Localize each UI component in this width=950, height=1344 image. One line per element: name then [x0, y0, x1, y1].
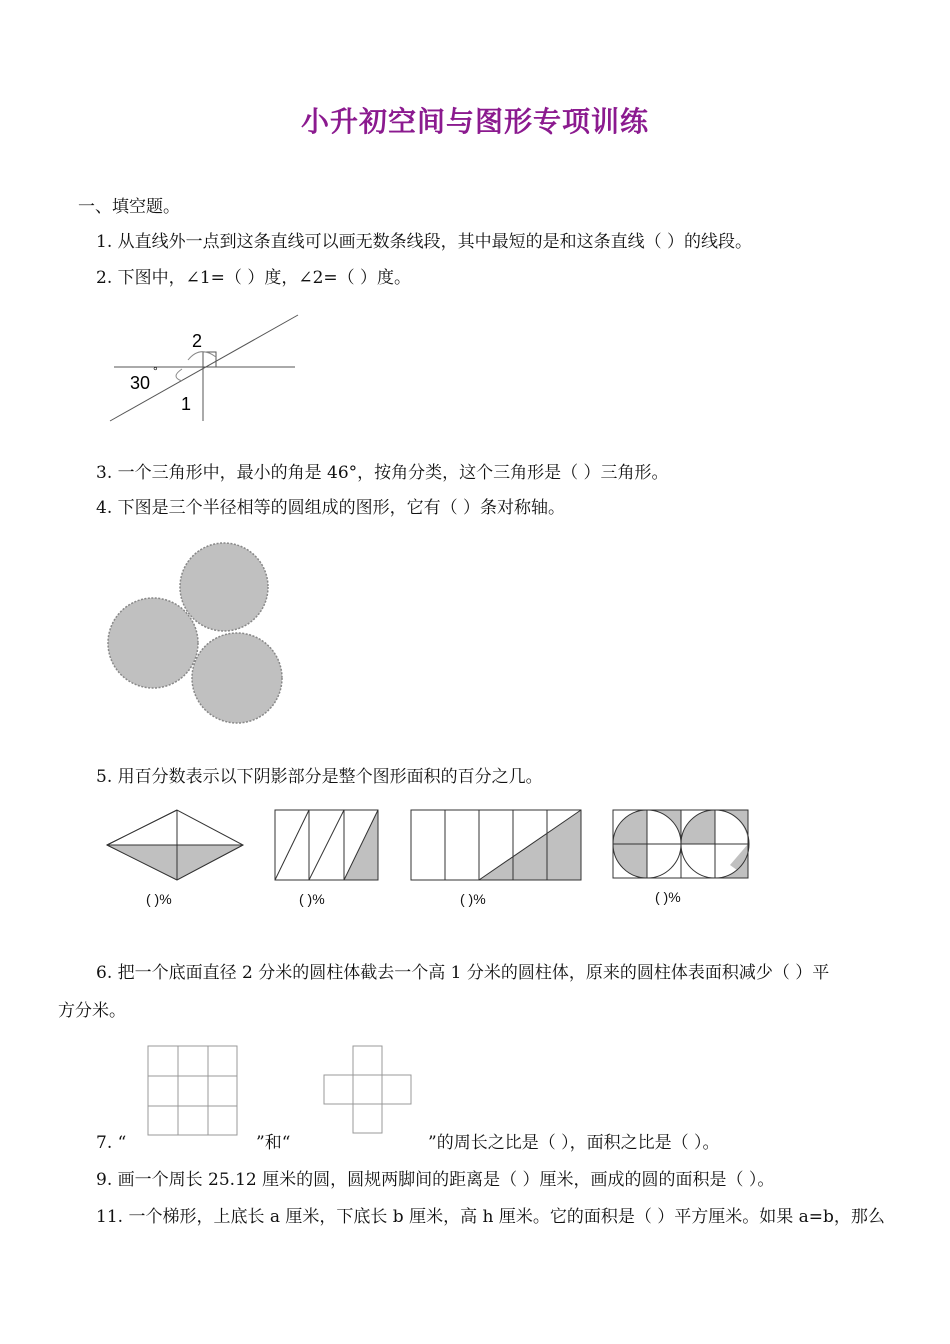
section-heading: 一、填空题。: [78, 197, 180, 217]
square-grid-figure: [148, 1046, 237, 1135]
question-3: 3. 一个三角形中，最小的角是 46°，按角分类，这个三角形是（ ）三角形。: [96, 463, 669, 483]
circle-left: [108, 598, 198, 688]
question-11: 11. 一个梯形，上底长 a 厘米，下底长 b 厘米，高 h 厘米。它的面积是（ ）平方厘米。如果 a=b，那么: [96, 1207, 885, 1227]
question-7-part-a: 7. “: [96, 1133, 127, 1153]
degree-mark: °: [153, 364, 158, 378]
q5-blank-1: ( )%: [146, 891, 172, 907]
question-7-part-c: ”的周长之比是（ ），面积之比是（ ）。: [428, 1133, 720, 1153]
rhombus-figure: [107, 810, 243, 880]
question-6-line-2: 方分米。: [58, 1001, 126, 1021]
circle-top: [180, 543, 268, 631]
q5-blank-3: ( )%: [460, 891, 486, 907]
angle-label-2: 2: [192, 331, 203, 351]
question-1: 1. 从直线外一点到这条直线可以画无数条线段，其中最短的是和这条直线（ ）的线段。: [96, 232, 753, 252]
three-circles-figure: [100, 535, 290, 730]
question-9: 9. 画一个周长 25.12 厘米的圆，圆规两脚间的距离是（ ）厘米，画成的圆的面积是（ ）。: [96, 1170, 775, 1190]
cross-figure: [324, 1046, 411, 1133]
angle-arc-2: [188, 352, 216, 360]
angle-figure: [100, 305, 310, 435]
columns-figure: [411, 810, 581, 880]
question-2: 2. 下图中，∠1=（ ）度，∠2=（ ）度。: [96, 268, 412, 288]
q7-figures: [140, 1040, 430, 1140]
page-title: 小升初空间与图形专项训练: [300, 105, 649, 138]
angle-arc-1: [176, 369, 182, 381]
question-7-part-b: ”和“: [256, 1133, 291, 1153]
slanted-line: [110, 315, 298, 421]
circle-right: [192, 633, 282, 723]
circles-rect-figure: [613, 810, 749, 878]
q5-blank-2: ( )%: [299, 891, 325, 907]
question-6-line-1: 6. 把一个底面直径 2 分米的圆柱体截去一个高 1 分米的圆柱体，原来的圆柱体表面积减少（ ）平: [96, 963, 830, 983]
q5-blank-4: ( )%: [655, 889, 681, 905]
angle-label-30: 30: [130, 373, 151, 393]
angle-label-1: 1: [181, 394, 192, 414]
question-5: 5. 用百分数表示以下阴影部分是整个图形面积的百分之几。: [96, 767, 543, 787]
strips-figure: [275, 810, 378, 880]
question-4: 4. 下图是三个半径相等的圆组成的图形，它有（ ）条对称轴。: [96, 498, 566, 518]
